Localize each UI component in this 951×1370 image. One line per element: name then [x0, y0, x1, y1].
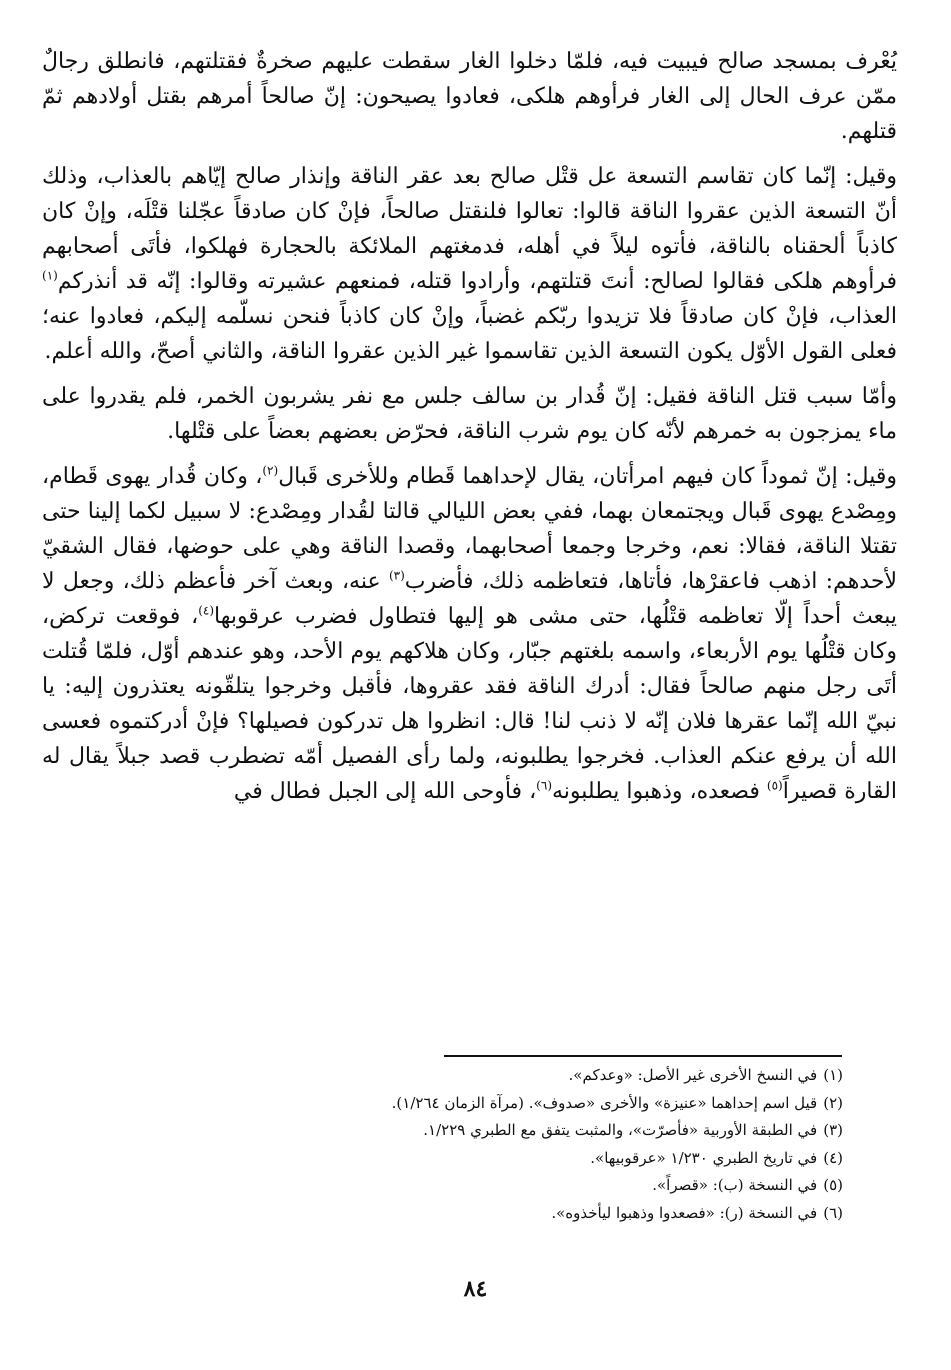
footnote-number: (٣) [823, 1121, 843, 1140]
footnote-number: (١) [823, 1066, 843, 1084]
footnote-marker: (٥) [766, 778, 783, 793]
paragraph-text: يُعْرف بمسجد صالح فيبيت فيه، فلمّا دخلوا الغار سقطت عليهم صخرةٌ فقتلتهم، فانطلق رجالٌ ممّن عرف الحال إلى الغار فرأوهم هلكى، فعادوا يصيحون: إنّ صالحاً أمرهم بقتل أولادهم ثمّ قتلهم. [42, 49, 897, 144]
footnote-marker: (٤) [198, 603, 215, 618]
paragraph [42, 44, 897, 149]
footnote-text: في النسخ الأخرى غير الأصل: «وعدكم». [568, 1066, 818, 1084]
paragraph-text: عنه، وبعث آخر فأعظم ذلك، وجعل لا يبعث أحداً إلّا تعاظمه قتْلُها، حتى مشى هو إليها فتطاول فضرب عرقوبها [42, 569, 897, 629]
page-number: ٨٤ [463, 1276, 488, 1302]
footnote-marker: (٦) [536, 778, 552, 793]
paragraph-text: وقيل: إنّما كان تقاسم التسعة عل قتْل صالح بعد عقر الناقة وإنذار صالح إيّاهم بالعذاب، وذلك أنّ التسعة الذين عقروا الناقة قالوا: تعالوا فلنقتل صالحاً، فإنْ كان صادقاً عجّلنا قتْلَه، وإنْ كان كاذباً ألحقناه بالناقة، فأتوه ليلاً في أهله، فدمغتهم الملائكة بالحجارة فهلكوا، فأتَى أصحابهم فرأوهم هلكى فقالوا لصالح: أنتَ قتلتهم، وأرادوا قتله، فمنعهم عشيرته وقالوا: إنّه قد أنذركم [42, 164, 898, 294]
paragraph-text: ، فوقعت تركض، وكان قتْلُها يوم الأربعاء، واسمه بلغتهم جبّار، وكان هلاكهم يوم الأحد، وهو عندهم أوّل، فلمّا قُتلت أتَى رجل منهم صالحاً فقال: أدرك الناقة فقد عقروها، فأقبل وخرجوا يتلقّونه يعتذرون إليه: يا نبيّ الله إنّما عقرها فلان إنّه لا ذنب لنا! قال: انظروا هل تدركون فصيلها؟ فإنْ أدركتموه فعسى الله أن يرفع عنكم العذاب. فخرجوا يطلبونه، ولما رأى الفصيل أمّه تضطرب قصد جبلاً يقال له القارة قصيراً [42, 604, 897, 804]
paragraph-text: وأمّا سبب قتل الناقة فقيل: إنّ قُدار بن سالف جلس مع نفر يشربون الخمر، فلم يقدروا على ماء يمزجون به خمرهم لأنّه كان يوم شرب الناقة، فحرّض بعضهم بعضاً على قتْلها. [42, 384, 897, 444]
footnote-marker: (٢) [262, 463, 279, 478]
paragraph-text: وقيل: إنّ ثموداً كان فيهم امرأتان، يقال لإحداهما قَطام وللأخرى قَبال [278, 464, 897, 489]
paragraph-text: العذاب، فإنْ كان صادقاً فلا تزيدوا ربّكم غضباً، وإنْ كان كاذباً فنحن نسلّمه إليكم، فعادوا عنه؛ فعلى القول الأوّل يكون التسعة الذين تقاسموا غير الذين عقروا الناقة، والثاني أصحّ، والله أعلم. [42, 304, 897, 364]
footnote [143, 1090, 843, 1118]
footnote-text: في النسخة (ر): «فصعدوا وذهبوا ليأخذوه». [551, 1203, 818, 1222]
footnote-marker: (٣) [388, 568, 405, 583]
footnote-number: (٢) [823, 1093, 843, 1112]
paragraph-text: ، وكان قُدار يهوى قَطام، ومِصْدع يهوى قَبال ويجتمعان بهما، ففي بعض الليالي قالتا لقُدار ومِصْدع: لا سبيل لكما إلينا حتى تقتلا الناقة، فقالا: نعم، وخرجا وجمعا أصحابهما، وقصدا الناقة وهي على حوضها، فقال الشقيّ لأحدهم: اذهب فاعقرْها، فأتاها، فتعاظمه ذلك، فأضرب [42, 464, 898, 594]
footnotes [143, 1062, 843, 1228]
main-text [42, 44, 897, 809]
paragraph-text: ، فأوحى الله إلى الجبل فطال في [233, 779, 537, 804]
paragraph [42, 159, 897, 369]
footnote-text: في النسخة (ب): «قصراً». [652, 1176, 818, 1195]
footnote-number: (٦) [823, 1203, 843, 1222]
paragraph-text: فصعده، وذهبوا يطلبونه [552, 779, 767, 804]
footnote [143, 1200, 843, 1228]
footnote [143, 1062, 843, 1090]
footnote [143, 1145, 843, 1173]
footnote-number: (٥) [823, 1176, 843, 1195]
footnote [143, 1117, 843, 1145]
footnote-marker: (١) [42, 268, 58, 283]
paragraph [42, 459, 897, 809]
footnote-number: (٤) [823, 1148, 843, 1167]
paragraph [42, 379, 897, 449]
footnote-text: في تاريخ الطبري ١/٢٣٠ «عرقوبيها». [590, 1148, 818, 1167]
footnote-text: قيل اسم إحداهما «عنيزة» والأخرى «صدوف». (مرآة الزمان ١/٢٦٤). [391, 1093, 818, 1112]
footnote-divider [444, 1055, 842, 1057]
footnote [143, 1172, 843, 1200]
footnote-text: في الطبقة الأوربية «فأصرّت»، والمثبت يتفق مع الطبري ١/٢٢٩. [423, 1121, 818, 1140]
